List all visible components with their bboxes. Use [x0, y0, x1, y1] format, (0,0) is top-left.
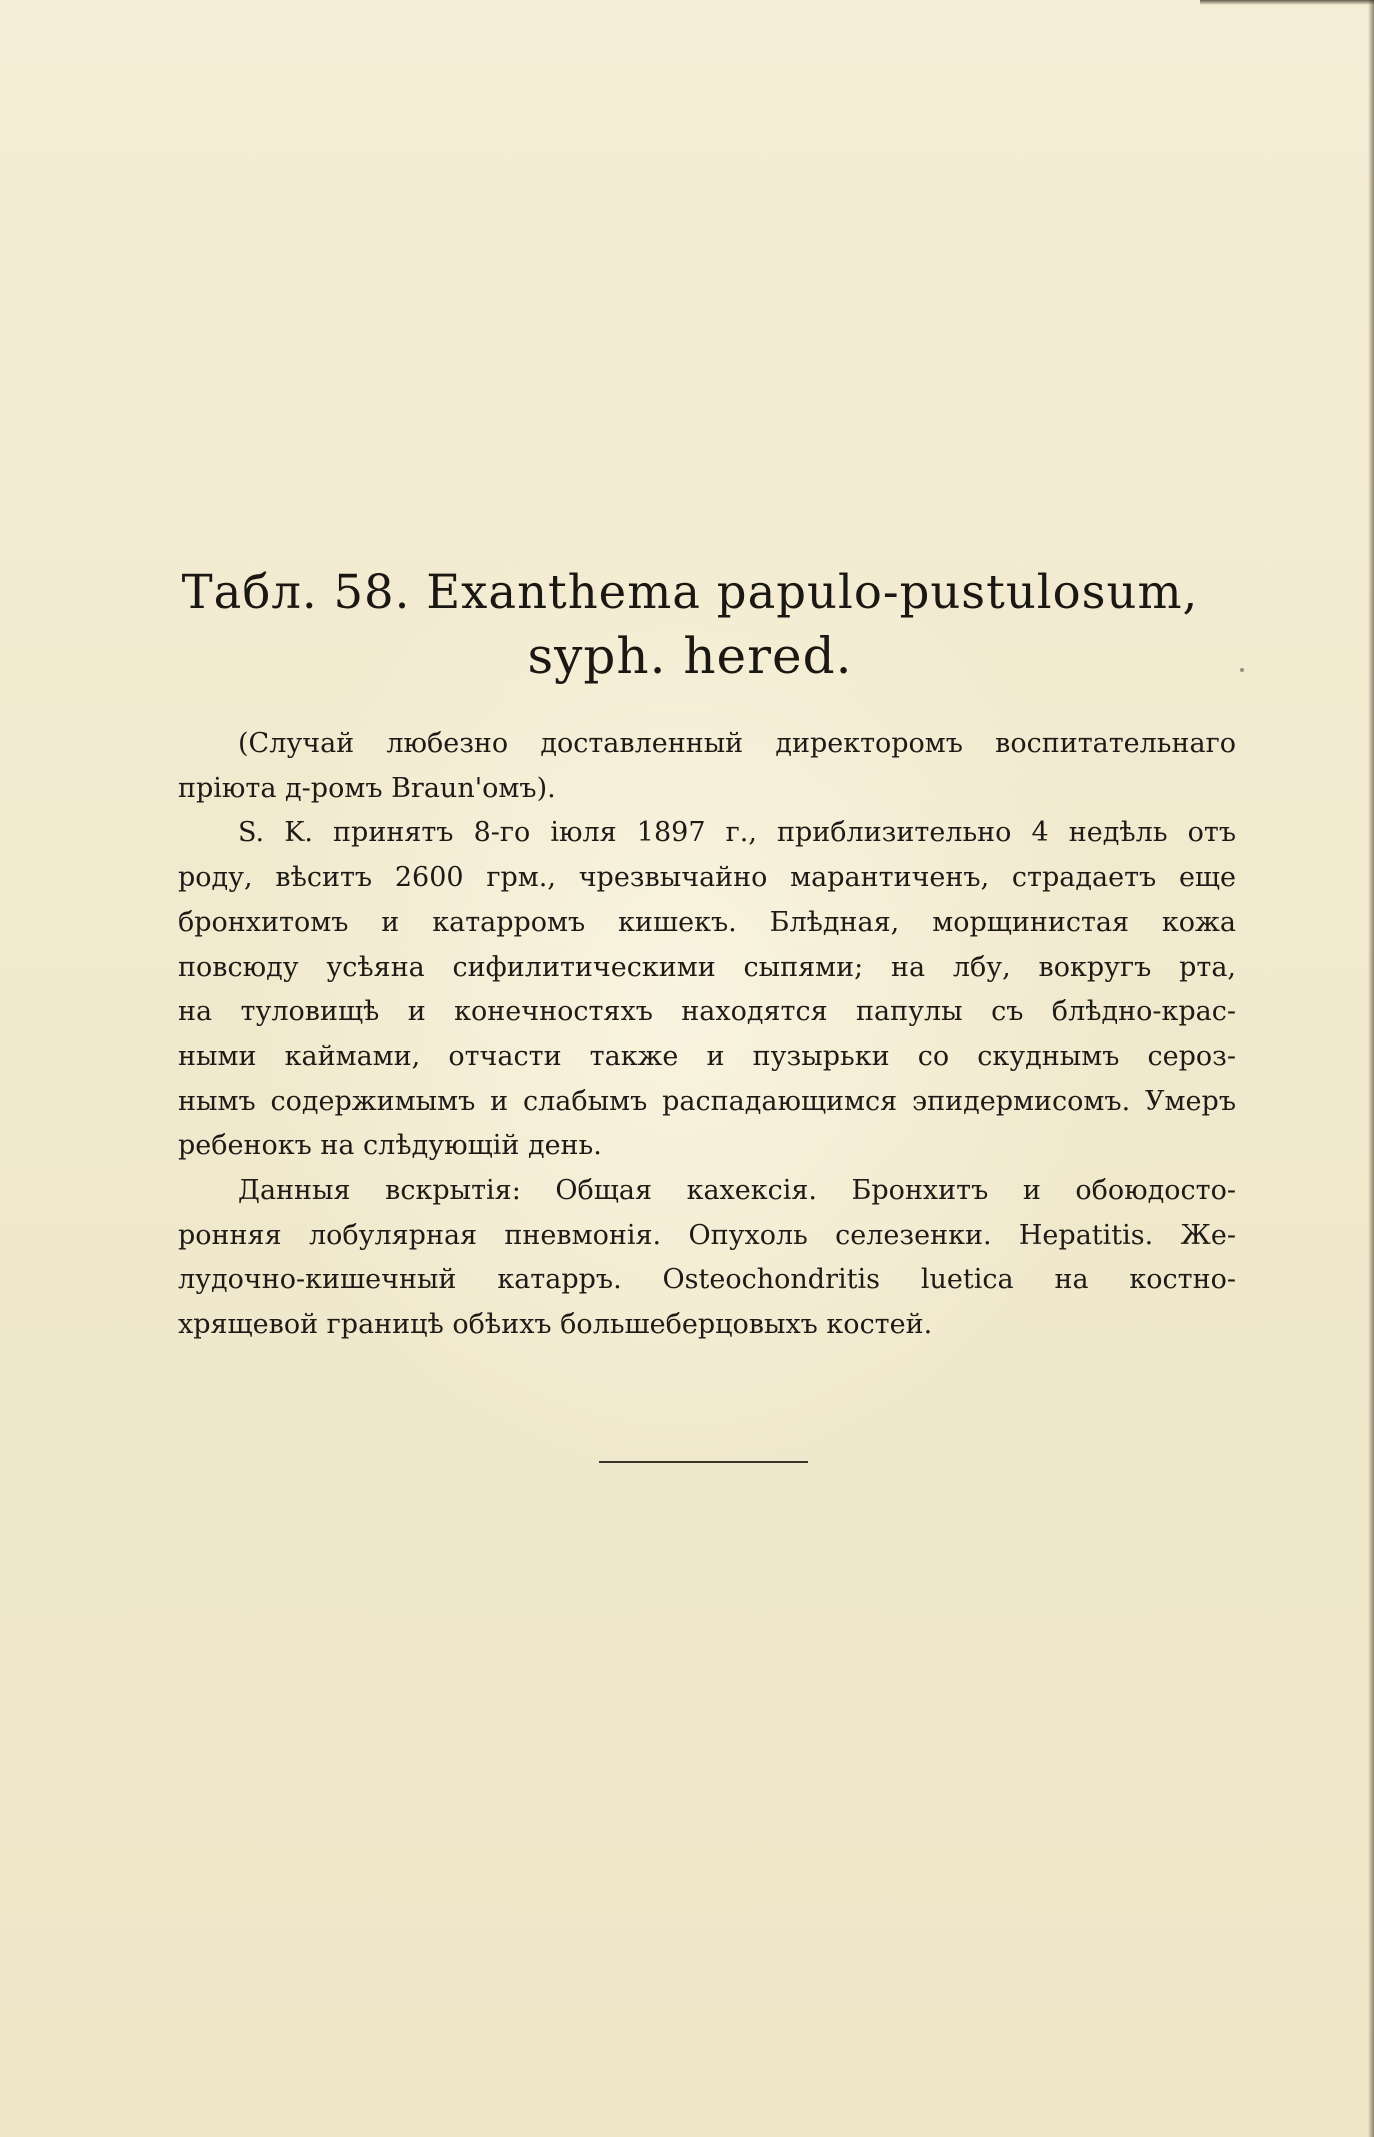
text-line: ными каймами, отчасти также и пузырьки со скуднымъ сероз- — [178, 1040, 1236, 1072]
paragraph-autopsy — [178, 1169, 1236, 1348]
text-line: ребенокъ на слѣдующiй день. — [178, 1130, 602, 1162]
text-line: повсюду усѣяна сифилитическими сыпями; на лбу, вокругъ рта, — [178, 951, 1236, 983]
paragraph-source-note — [178, 722, 1236, 811]
text-line: Данныя вскрытiя: Общая кахексiя. Бронхитъ и обоюдосто- — [238, 1175, 1236, 1207]
text-line: роду, вѣситъ 2600 грм., чрезвычайно марантиченъ, страдаетъ еще — [178, 862, 1236, 894]
text-line: бронхитомъ и катарромъ кишекъ. Блѣдная, морщинистая кожа — [178, 906, 1236, 938]
case-description — [178, 722, 1236, 1348]
section-divider — [599, 1461, 808, 1463]
paper-speck — [1240, 668, 1244, 672]
text-line: S. K. принятъ 8-го iюля 1897 г., приблизительно 4 недѣль отъ — [238, 817, 1236, 849]
paragraph-case-history — [178, 811, 1236, 1169]
text-line: прiюта д-ромъ Braun'омъ). — [178, 772, 556, 804]
plate-title-line-1: Табл. 58. Exanthema papulo-pustulosum, — [181, 565, 1199, 619]
text-line: нымъ содержимымъ и слабымъ распадающимся эпидермисомъ. Умеръ — [178, 1085, 1236, 1117]
scan-edge-top — [1200, 0, 1374, 5]
plate-title-line-2: syph. hered. — [527, 627, 853, 685]
text-line: лудочно-кишечный катарръ. Osteochondritis luetica на костно- — [178, 1264, 1236, 1296]
text-line: хрящевой границѣ обѣихъ большеберцовыхъ костей. — [178, 1309, 933, 1341]
scan-edge-right — [1368, 0, 1374, 2137]
text-line: (Случай любезно доставленный директоромъ воспитательнаго — [238, 728, 1236, 759]
text-line: ронняя лобулярная пневмонiя. Опухоль селезенки. Hepatitis. Же- — [178, 1219, 1236, 1251]
plate-title — [180, 560, 1200, 688]
text-line: на туловищѣ и конечностяхъ находятся папулы съ блѣдно-крас- — [178, 996, 1236, 1028]
